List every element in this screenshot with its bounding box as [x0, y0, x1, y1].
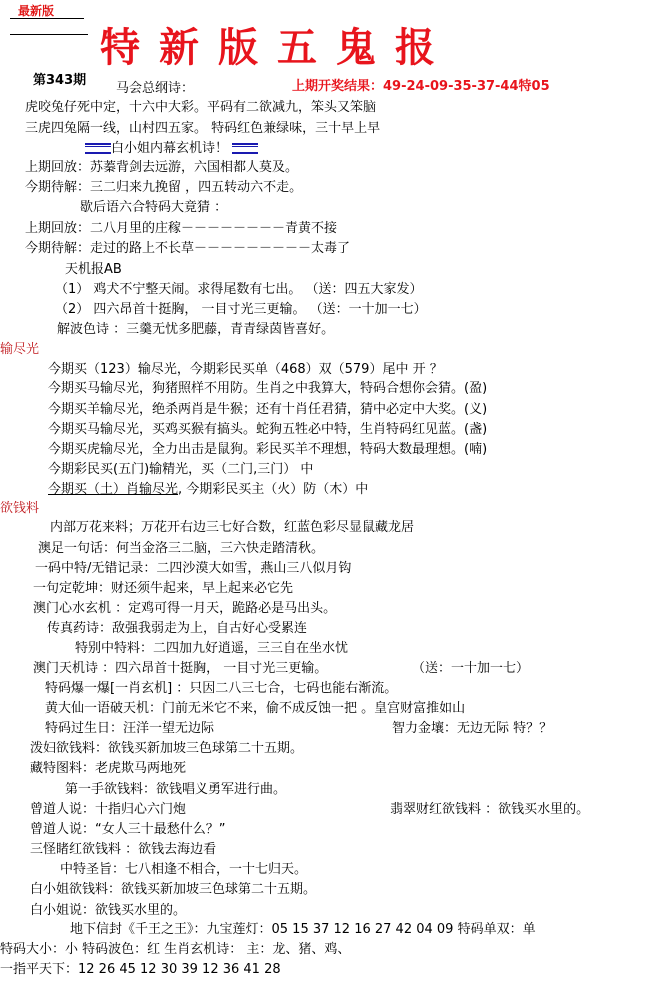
- line-40: 白小姐说：欲钱买水里的。: [30, 903, 187, 918]
- line-23: 一码中特/无错记录：二四沙漠大如雪，燕山三八似月钩: [35, 561, 352, 576]
- line-20-part-b: 今期彩民买主（火）防（木）中: [186, 482, 369, 497]
- line-28a: 澳门天机诗 ：四六昂首十挺胸， 一目寸光三更输。: [33, 661, 328, 676]
- line-39: 白小姐欲钱料：欲钱买新加坡三色球第二十五期。: [30, 882, 317, 897]
- white-lady-heading: [85, 140, 258, 158]
- line-43: 一指平天下：12 26 45 12 30 39 12 36 41 28: [0, 962, 281, 977]
- line-06: 今期待解：三二归来九挽留 ，四五转动六不走。: [25, 180, 303, 195]
- line-29: 特码爆一爆[一肖玄机] ：只因二八三七合，七码也能右渐流。: [45, 681, 398, 696]
- side-label-money-tips: 欲钱料: [0, 501, 40, 516]
- line-30: 黄大仙一语破天机：门前无米它不来，偷不成反蚀一把 。皇宫财富推如山: [45, 701, 466, 716]
- top-rule: [10, 18, 84, 19]
- line-37: 三怪睹红欲钱料 ：欲钱去海边看: [30, 842, 217, 857]
- line-01: 马会总纲诗：: [116, 81, 195, 96]
- line-38: 中特圣旨：七八相逢不相合，一十七归天。: [60, 862, 308, 877]
- line-18: 今期买虎输尽光，全力出击是鼠狗。彩民买羊不理想，特码大数最理想。(喃): [48, 442, 488, 457]
- line-28b: （送：一十加一七）: [412, 661, 530, 676]
- line-11: （1） 鸡犬不宁整天闹。求得尾数有七出。 （送：四五大家发）: [55, 282, 423, 297]
- line-02: 虎咬兔仔死中定，十六中大彩。平码有二欲减九，笨头又笨脑: [25, 100, 377, 115]
- page-title: 特新版五鬼报: [100, 24, 454, 71]
- line-31b: 智力金壤：无边无际 特？？: [392, 721, 553, 736]
- line-05: 上期回放：苏蓁背剑去远游，六国相都人莫及。: [25, 160, 299, 175]
- line-25: 澳门心水玄机 ：定鸡可得一月天，跪路必是马出头。: [33, 601, 337, 616]
- line-26: 传真药诗：敌强我弱走为上，自古好心受累连: [47, 621, 308, 636]
- line-19: 今期彩民买(五门)输精光，买（二门,三门） 中: [48, 462, 314, 477]
- double-bar-right-icon: [232, 143, 258, 154]
- line-07: 歇后语六合特码大竟猜 ：: [80, 200, 228, 215]
- line-13: 解波色诗 ：三羹无忧多肥藤，青青绿茵皆喜好。: [57, 322, 335, 337]
- line-21: 内部万花来料；万花开右边三七好合数，红蓝色彩尽显鼠藏龙居: [50, 520, 415, 535]
- line-35b: 翡翠财红欲钱料 ：欲钱买水里的。: [390, 802, 590, 817]
- line-27: 特别中特料：二四加九好逍遥，三三自在坐水忧: [75, 641, 349, 656]
- issue-number: 第343期: [33, 73, 87, 88]
- line-32: 泼妇欲钱料：欲钱买新加坡三色球第二十五期。: [30, 741, 304, 756]
- latest-label: 最新版: [18, 4, 55, 18]
- line-42: 特码大小：小 特码波色：红 生肖玄机诗： 主：龙、猪、鸡、: [0, 942, 351, 957]
- line-08: 上期回放：二八月里的庄稼－－－－－－－－青黄不接: [25, 221, 338, 236]
- line-22: 澳足一句话：何当金洛三二脑，三六快走踏清秋。: [38, 541, 325, 556]
- line-14: 今期买（123）输尽光，今期彩民买单（468）双（579）尾中 开 ？: [48, 362, 443, 377]
- line-33: 藏特图料：老虎欺马两地死: [30, 761, 187, 776]
- line-09: 今期待解：走过的路上不长草－－－－－－－－－太毒了: [25, 241, 351, 256]
- line-24: 一句定乾坤：财还须牛起来，早上起来必它先: [33, 581, 294, 596]
- line-04: 白小姐内幕玄机诗！: [111, 141, 229, 156]
- line-15: 今期买马输尽光，狗猪照样不用防。生肖之中我算大，特码合想你会猜。(盈): [48, 381, 488, 396]
- line-20: 今期买（土）肖输尽光, 今期彩民买主（火）防（木）中: [48, 482, 369, 497]
- second-rule: [10, 34, 88, 35]
- line-10: 天机报AB: [65, 262, 122, 277]
- line-34: 第一手欲钱料：欲钱唱义勇军进行曲。: [65, 782, 287, 797]
- side-label-lose-all: 输尽光: [0, 342, 40, 357]
- line-35a: 曾道人说：十指归心六门炮: [30, 802, 187, 817]
- line-41: 地下信封《千王之王》：九宝莲灯：05 15 37 12 16 27 42 04 09 特码单双：单: [70, 922, 536, 937]
- line-31a: 特码过生日：汪洋一望无边际: [45, 721, 215, 736]
- last-result: 上期开奖结果：49-24-09-35-37-44特05: [292, 79, 550, 94]
- line-03: 三虎四兔隔一线，山村四五家。 特码红色兼绿味，三十早上早: [25, 121, 381, 136]
- line-16: 今期买羊输尽光，绝杀两肖是牛猴；还有十肖任君猜，猜中必定中大奖。(义): [48, 402, 488, 417]
- line-12: （2） 四六昂首十挺胸， 一目寸光三更输。 （送：一十加一七）: [55, 302, 427, 317]
- line-36: 曾道人说：“女人三十最愁什么？”: [30, 822, 226, 837]
- line-17: 今期买马输尽光，买鸡买猴有搞头。蛇狗五牲必中特，生肖特码红见蓝。(盏): [48, 422, 488, 437]
- double-bar-left-icon: [85, 143, 111, 154]
- line-20-part-a: 今期买（土）肖输尽光: [48, 482, 179, 497]
